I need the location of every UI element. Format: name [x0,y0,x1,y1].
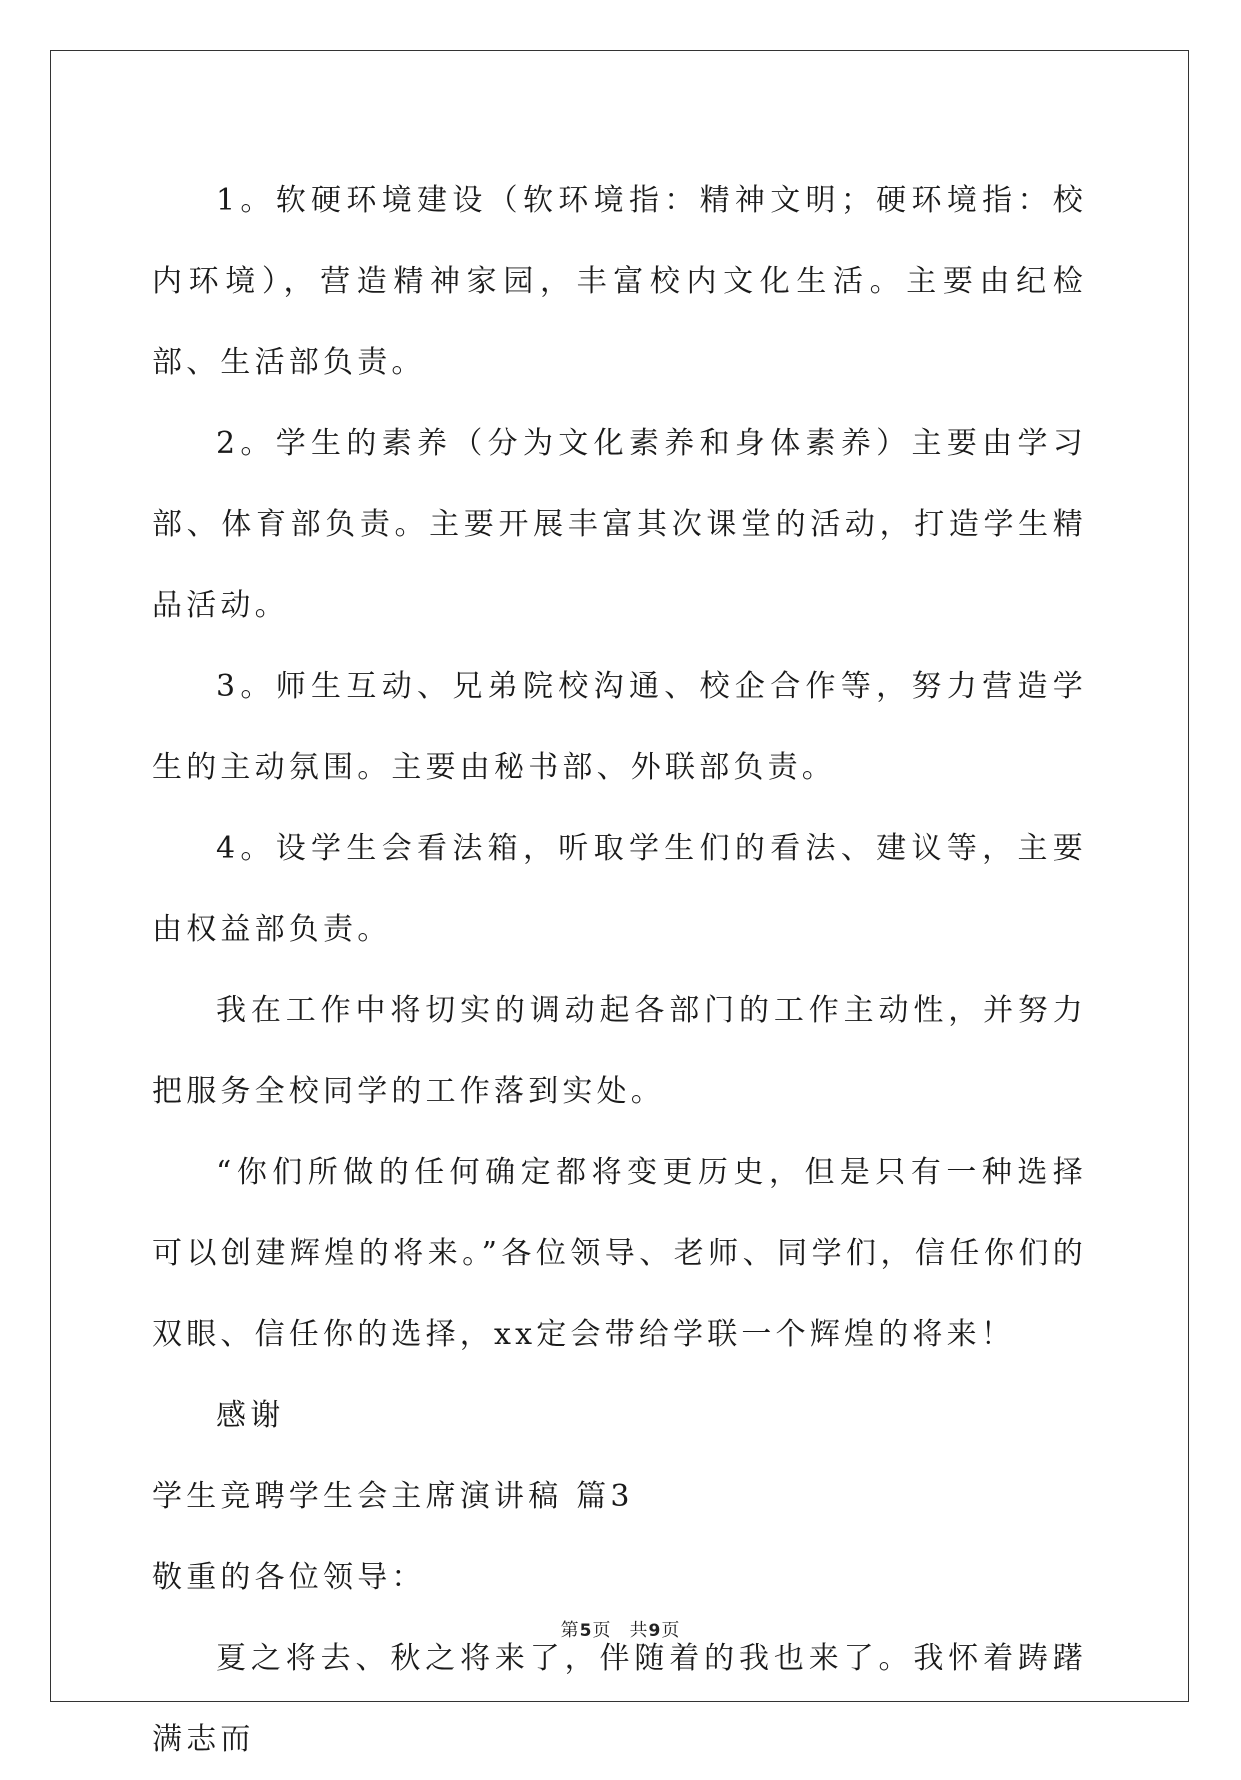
paragraph-item-4: 4。设学生会看法箱，听取学生们的看法、建议等，主要由权益部负责。 [152,831,1087,947]
paragraph-quote: “你们所做的任何确定都将变更历史，但是只有一种选择可以创建辉煌的将来。”各位领导、老师、同学们，信任你们的双眼、信任你的选择，xx定会带给学联一个辉煌的将来！ [152,1155,1087,1352]
page-total-number: 9 [648,1621,662,1641]
paragraph-item-1: 1。软硬环境建设（软环境指：精神文明；硬环境指：校内环境），营造精神家园，丰富校内文化生活。主要由纪检部、生活部负责。 [152,183,1087,380]
paragraph-thanks: 感谢 [216,1398,285,1433]
salutation: 敬重的各位领导： [152,1560,426,1595]
paragraph-commitment: 我在工作中将切实的调动起各部门的工作主动性，并努力把服务全校同学的工作落到实处。 [152,993,1087,1109]
page-unit: 页 [592,1620,612,1641]
page-footer [0,1616,1241,1642]
paragraph-item-2: 2。学生的素养（分为文化素养和身体素养）主要由学习部、体育部负责。主要开展丰富其次课堂的活动，打造学生精品活动。 [152,426,1087,623]
page-current-number: 5 [579,1621,593,1641]
section-heading: 学生竞聘学生会主席演讲稿 篇3 [152,1479,634,1514]
paragraph-opening: 夏之将去、秋之将来了，伴随着的我也来了。我怀着踌躇满志而 [152,1641,1087,1757]
page-prefix: 第 [560,1620,580,1641]
total-unit: 页 [661,1620,681,1641]
document-body [152,160,1087,1780]
paragraph-item-3: 3。师生互动、兄弟院校沟通、校企合作等，努力营造学生的主动氛围。主要由秘书部、外联部负责。 [152,669,1087,785]
total-prefix: 共 [629,1620,649,1641]
